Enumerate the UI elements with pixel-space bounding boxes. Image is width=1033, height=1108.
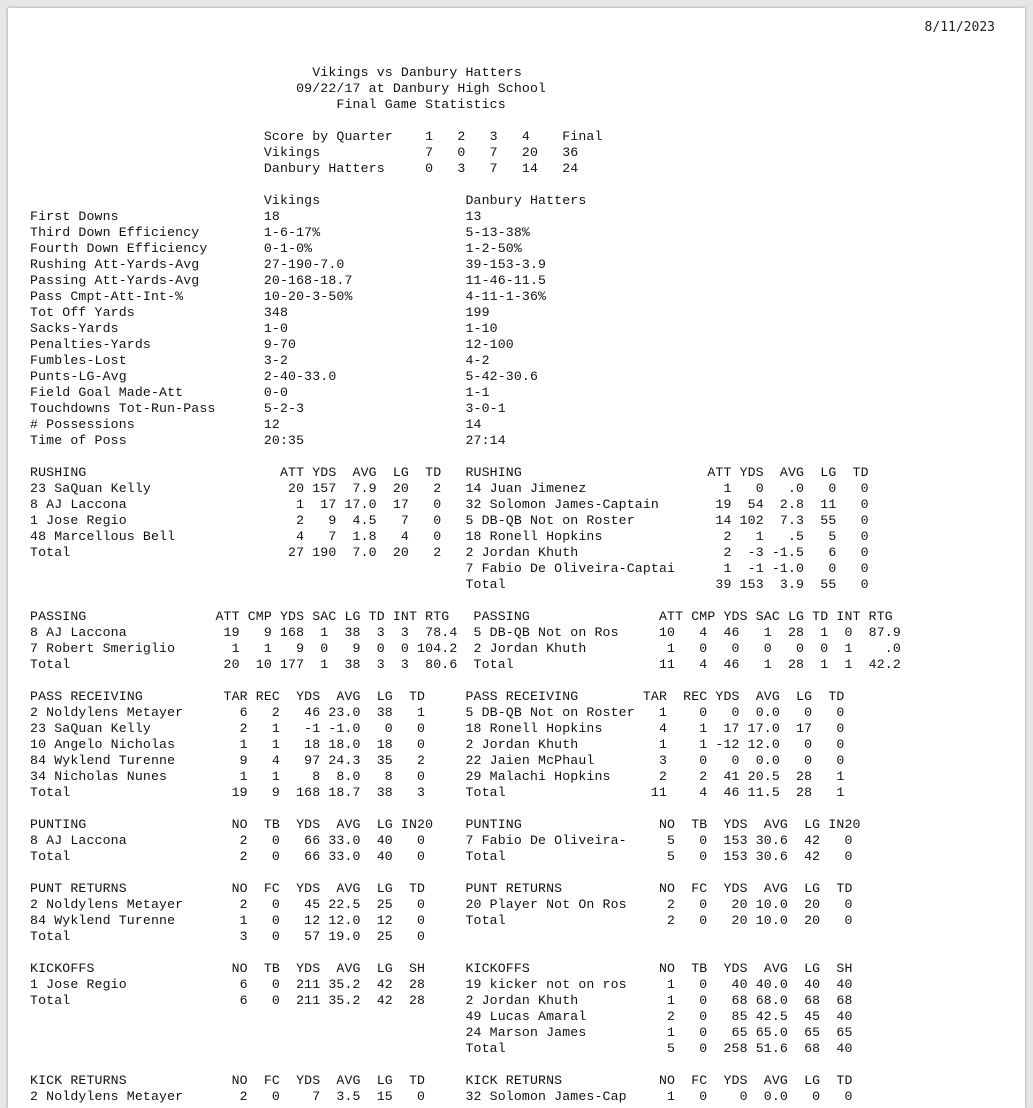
report-line: Vikings Danbury Hatters (30, 193, 587, 208)
report-line: Passing Att-Yards-Avg 20-168-18.7 11-46-11.5 (30, 273, 547, 288)
report-line: 8 AJ Laccona 1 17 17.0 17 0 32 Solomon James-Captain 19 54 2.8 11 0 (30, 497, 869, 512)
report-line: 09/22/17 at Danbury High School (30, 81, 547, 96)
report-line: # Possessions 12 14 (30, 417, 482, 432)
print-date: 8/11/2023 (924, 20, 995, 35)
report-line: Danbury Hatters 0 3 7 14 24 (30, 161, 579, 176)
report-line: Vikings 7 0 7 20 36 (30, 145, 579, 160)
report-line: Tot Off Yards 348 199 (30, 305, 490, 320)
report-line: Total 19 9 168 18.7 38 3 Total 11 4 46 11.5 28 1 (30, 785, 845, 800)
report-line: Total 27 190 7.0 20 2 2 Jordan Khuth 2 -3 -1.5 6 0 (30, 545, 869, 560)
report-line: Total 39 153 3.9 55 0 (30, 577, 869, 592)
report-line: PUNT RETURNS NO FC YDS AVG LG TD PUNT RETURNS NO FC YDS AVG LG TD (30, 881, 853, 896)
report-line: Penalties-Yards 9-70 12-100 (30, 337, 514, 352)
report-line: Punts-LG-Avg 2-40-33.0 5-42-30.6 (30, 369, 539, 384)
report-line: PASS RECEIVING TAR REC YDS AVG LG TD PASS RECEIVING TAR REC YDS AVG LG TD (30, 689, 845, 704)
report-line: PUNTING NO TB YDS AVG LG IN20 PUNTING NO TB YDS AVG LG IN20 (30, 817, 861, 832)
report-line: KICK RETURNS NO FC YDS AVG LG TD KICK RETURNS NO FC YDS AVG LG TD (30, 1073, 853, 1088)
report-line: Field Goal Made-Att 0-0 1-1 (30, 385, 490, 400)
report-line: 34 Nicholas Nunes 1 1 8 8.0 8 0 29 Malachi Hopkins 2 2 41 20.5 28 1 (30, 769, 845, 784)
game-statistics-report (30, 65, 901, 1105)
report-line: 84 Wyklend Turenne 9 4 97 24.3 35 2 22 Jaien McPhaul 3 0 0 0.0 0 0 (30, 753, 845, 768)
report-line: 2 Noldylens Metayer 6 2 46 23.0 38 1 5 DB-QB Not on Roster 1 0 0 0.0 0 0 (30, 705, 845, 720)
report-line: 23 SaQuan Kelly 2 1 -1 -1.0 0 0 18 Ronell Hopkins 4 1 17 17.0 17 0 (30, 721, 845, 736)
report-line: RUSHING ATT YDS AVG LG TD RUSHING ATT YDS AVG LG TD (30, 465, 869, 480)
report-line: Sacks-Yards 1-0 1-10 (30, 321, 498, 336)
report-line: 8 AJ Laccona 19 9 168 1 38 3 3 78.4 5 DB-QB Not on Ros 10 4 46 1 28 1 0 87.9 (30, 625, 901, 640)
report-line: PASSING ATT CMP YDS SAC LG TD INT RTG PASSING ATT CMP YDS SAC LG TD INT RTG (30, 609, 893, 624)
report-line: 8 AJ Laccona 2 0 66 33.0 40 0 7 Fabio De Oliveira- 5 0 153 30.6 42 0 (30, 833, 853, 848)
report-line: Total 5 0 258 51.6 68 40 (30, 1041, 853, 1056)
report-line: KICKOFFS NO TB YDS AVG LG SH KICKOFFS NO TB YDS AVG LG SH (30, 961, 853, 976)
report-line: Total 20 10 177 1 38 3 3 80.6 Total 11 4 46 1 28 1 1 42.2 (30, 657, 901, 672)
report-line: Time of Poss 20:35 27:14 (30, 433, 506, 448)
report-line: 1 Jose Regio 6 0 211 35.2 42 28 19 kicker not on ros 1 0 40 40.0 40 40 (30, 977, 853, 992)
report-line: First Downs 18 13 (30, 209, 482, 224)
report-line: Vikings vs Danbury Hatters (30, 65, 522, 80)
report-line: 1 Jose Regio 2 9 4.5 7 0 5 DB-QB Not on Roster 14 102 7.3 55 0 (30, 513, 869, 528)
report-line: 10 Angelo Nicholas 1 1 18 18.0 18 0 2 Jordan Khuth 1 1 -12 12.0 0 0 (30, 737, 845, 752)
report-line: 48 Marcellous Bell 4 7 1.8 4 0 18 Ronell Hopkins 2 1 .5 5 0 (30, 529, 869, 544)
report-line: 23 SaQuan Kelly 20 157 7.9 20 2 14 Juan Jimenez 1 0 .0 0 0 (30, 481, 869, 496)
report-line: Touchdowns Tot-Run-Pass 5-2-3 3-0-1 (30, 401, 506, 416)
report-page (8, 8, 1025, 1108)
report-line: Total 2 0 66 33.0 40 0 Total 5 0 153 30.6 42 0 (30, 849, 853, 864)
report-line: Rushing Att-Yards-Avg 27-190-7.0 39-153-3.9 (30, 257, 547, 272)
report-line: Fumbles-Lost 3-2 4-2 (30, 353, 490, 368)
report-line: Final Game Statistics (30, 97, 506, 112)
report-line: 24 Marson James 1 0 65 65.0 65 65 (30, 1025, 853, 1040)
report-line: Score by Quarter 1 2 3 4 Final (30, 129, 603, 144)
report-line: 7 Robert Smeriglio 1 1 9 0 9 0 0 104.2 2 Jordan Khuth 1 0 0 0 0 0 1 .0 (30, 641, 901, 656)
report-line: 7 Fabio De Oliveira-Captai 1 -1 -1.0 0 0 (30, 561, 869, 576)
report-line: Fourth Down Efficiency 0-1-0% 1-2-50% (30, 241, 522, 256)
report-line: 2 Noldylens Metayer 2 0 7 3.5 15 0 32 Solomon James-Cap 1 0 0 0.0 0 0 (30, 1089, 853, 1104)
report-line: 2 Noldylens Metayer 2 0 45 22.5 25 0 20 Player Not On Ros 2 0 20 10.0 20 0 (30, 897, 853, 912)
report-line: Pass Cmpt-Att-Int-% 10-20-3-50% 4-11-1-36% (30, 289, 547, 304)
report-line: Third Down Efficiency 1-6-17% 5-13-38% (30, 225, 530, 240)
report-line: Total 6 0 211 35.2 42 28 2 Jordan Khuth 1 0 68 68.0 68 68 (30, 993, 853, 1008)
report-line: Total 3 0 57 19.0 25 0 (30, 929, 426, 944)
report-line: 49 Lucas Amaral 2 0 85 42.5 45 40 (30, 1009, 853, 1024)
report-line: 84 Wyklend Turenne 1 0 12 12.0 12 0 Total 2 0 20 10.0 20 0 (30, 913, 853, 928)
